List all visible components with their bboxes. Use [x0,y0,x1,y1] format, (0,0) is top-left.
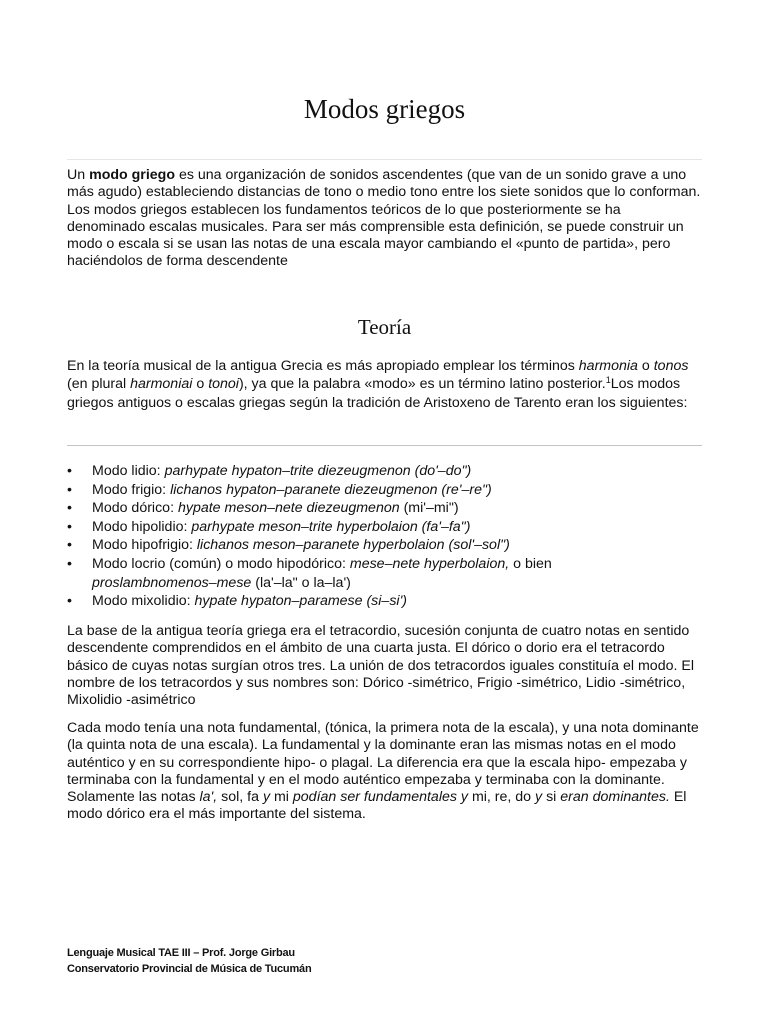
mode-name: Modo locrio (común) o modo hipodórico: [92,555,350,572]
bullet-icon: • [67,481,72,498]
mode-notes: (mi'–mi") [399,500,459,517]
mode-name: Modo lidio: [92,463,165,479]
theory-term-harmonia: harmonia [578,358,638,374]
theory-text-6: Los modos griegos antiguos o escalas griegas según la tradición de Aristoxeno de Tarento eran los siguientes: [67,376,688,411]
section-title: Teoría [357,315,412,339]
fundamental-text-5: si [542,789,561,806]
footnote-ref[interactable]: 1 [605,375,611,386]
list-item [67,481,702,500]
mode-name: Modo frigio: [92,481,171,498]
page-title: Modos griegos [303,94,466,124]
bullet-icon: • [67,593,72,610]
theory-term-tonoi: tonoi [208,376,239,393]
mode-name: Modo dórico: [92,500,178,517]
page-footer [67,945,311,977]
list-item [67,462,702,481]
fundamental-text-4: mi, re, do [468,789,536,806]
mode-detail: parhypate hypaton–trite diezeugmenon (do'–do") [164,463,472,479]
intro-lead: Un [67,167,90,183]
intro-paragraph [67,167,702,271]
mode-detail: lichanos hypaton–paranete diezeugmenon (re'–re") [170,481,492,498]
fundamental-italic-4: y [535,789,543,806]
footer-course: Lenguaje Musical TAE III – Prof. Jorge Girbau [67,947,295,959]
fundamental-paragraph [67,720,702,824]
fundamental-text-1: Cada modo tenía una nota fundamental, (tónica, la primera nota de la escala), y una nota dominante (la quinta nota de una escala). La fundamental y la dominante eran las mismas notas en el modo auténtico y en su correspondiente hipo- o plagal. La diferencia era que la escala hipo- empezaba y terminaba con la fundamental y en el modo auténtico empezaba y terminaba con la dominante. Solamente las notas [67,720,699,806]
divider [67,159,702,160]
mode-notes: o bien [509,555,552,572]
theory-text-3: (en plural [67,376,131,393]
list-item [67,518,702,537]
bullet-icon: • [67,463,72,479]
list-item [67,555,592,592]
bullet-icon: • [67,555,72,572]
mode-name: Modo hipofrigio: [92,537,197,554]
fundamental-text-2: sol, fa [217,789,263,806]
mode-detail: hypate meson–nete diezeugmenon [177,500,400,517]
theory-term-tonos: tonos [653,358,689,374]
bullet-icon: • [67,537,72,554]
footer-institution: Conservatorio Provincial de Música de Tucumán [67,963,312,975]
mode-detail: lichanos meson–paranete hyperbolaion (sol'–sol") [196,537,510,554]
theory-text-2: o [637,358,654,374]
mode-detail: parhypate meson–trite hyperbolaion (fa'–fa") [191,518,471,535]
fundamental-italic-2: y [262,789,271,806]
mode-detail-alt: proslambnomenos–mese [92,574,252,591]
fundamental-text-6: El modo dórico era el más importante del sistema. [67,789,687,823]
bullet-icon: • [67,500,72,517]
theory-paragraph [67,357,702,412]
tetrachord-text: La base de la antigua teoría griega era el tetracordio, sucesión conjunta de cuatro notas en sentido descendente comprendidos en el ámbito de una cuarta justa. El dórico o dorio era el tetracordo básico de cuyas notas surgían otros tres. La unión de dos tetracordos iguales constituía el modo. El nombre de los tetracordos y sus nombres son: Dórico -simétrico, Frigio -simétrico, Lidio -simétrico, Mixolidio -asimétrico [67,623,694,709]
mode-name: Modo mixolidio: [92,593,195,610]
mode-name: Modo hipolidio: [92,518,192,535]
list-item [67,536,702,555]
list-item [67,499,702,518]
bullet-icon: • [67,518,72,535]
tetrachord-paragraph [67,623,702,709]
modes-list [67,462,702,611]
mode-notes-alt: (la'–la" o la–la') [251,574,351,591]
mode-detail: mese–nete hyperbolaion, [349,555,510,572]
fundamental-italic-5: eran dominantes. [560,789,670,806]
fundamental-italic-3: podían ser fundamentales y [292,789,468,806]
intro-term: modo griego [89,167,175,183]
fundamental-text-3: mi [270,789,293,806]
divider [67,445,702,446]
theory-text-4: o [192,376,209,393]
mode-detail: hypate hypaton–paramese (si–si') [194,593,408,610]
theory-term-harmoniai: harmoniai [130,376,193,393]
theory-text-5: ), ya que la palabra «modo» es un término latino posterior. [238,376,606,393]
fundamental-italic-1: la', [199,789,218,806]
theory-text-1: En la teoría musical de la antigua Grecia es más apropiado emplear los términos [67,358,579,374]
intro-text: es una organización de sonidos ascendentes (que van de un sonido grave a uno más agudo) estableciendo distancias de tono o medio tono entre los siete sonidos que lo conforman. Los modos griegos establecen los fundamentos teóricos de lo que posteriormente se ha denominado escalas musicales. Para ser más comprensible esta definición, se puede construir un modo o escala si se usan las notas de una escala mayor cambiando el «punto de partida», pero haciéndolos de forma descendente [67,167,701,270]
list-item [67,592,702,611]
